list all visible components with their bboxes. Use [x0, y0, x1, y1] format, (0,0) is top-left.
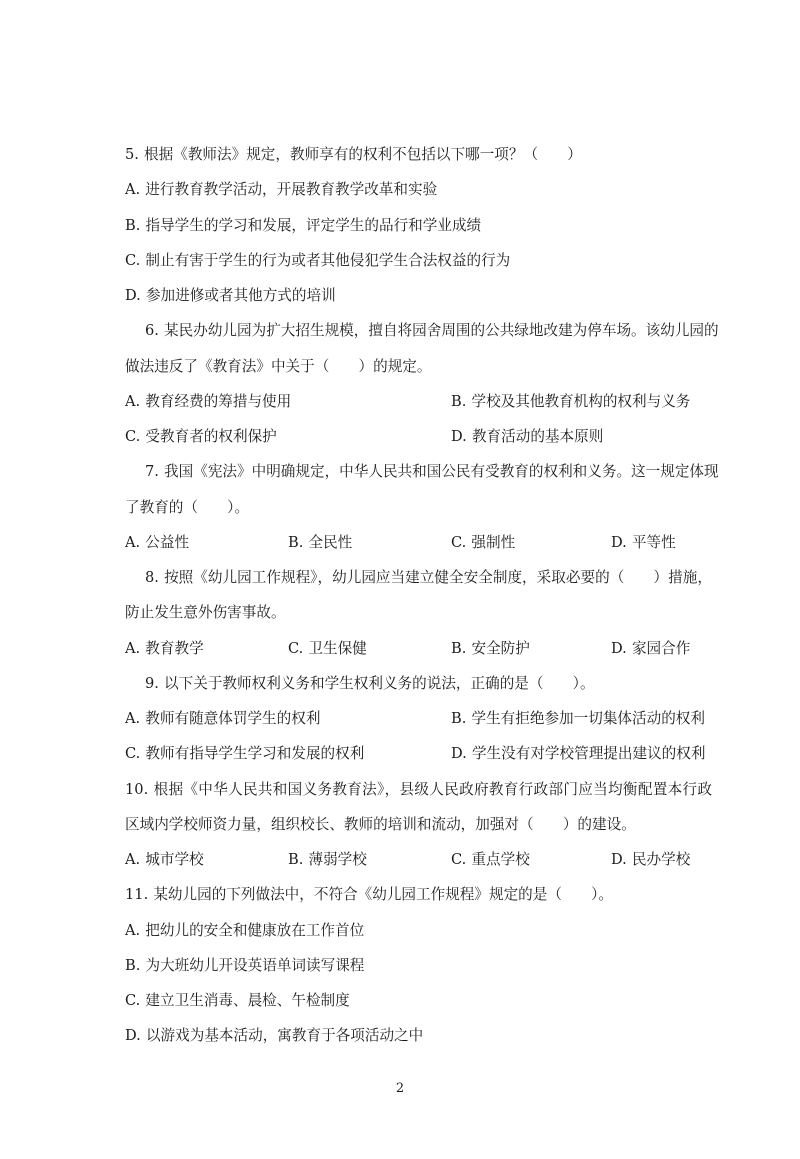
- question-stem-text: 某民办幼儿园为扩大招生规模，擅自将园舍周围的公共绿地改建为停车场。该幼儿园的: [164, 322, 719, 340]
- option-d: [611, 525, 676, 560]
- option-text: 以游戏为基本活动，寓教育于各项活动之中: [145, 1027, 424, 1045]
- question-number: 9.: [145, 674, 159, 692]
- question-5-option-row: [0, 172, 800, 207]
- option-label: C.: [125, 251, 141, 269]
- option-text: 薄弱学校: [308, 851, 367, 868]
- option-label: A.: [125, 921, 141, 939]
- option-label: C.: [125, 745, 141, 763]
- question-stem-text: 某幼儿园的下列做法中，不符合《幼儿园工作规程》规定的是（ ）。: [153, 886, 614, 904]
- question-stem-text: 根据《中华人民共和国义务教育法》，县级人民政府教育行政部门应当均衡配置本行政: [153, 780, 712, 798]
- option-a: [125, 525, 189, 560]
- option-text: 建立卫生消毒、晨检、午检制度: [145, 992, 350, 1009]
- question-number: 8.: [145, 569, 159, 586]
- question-number: 10.: [125, 780, 149, 798]
- option-label: B.: [288, 851, 304, 868]
- option-d: [451, 736, 705, 771]
- option-label: D.: [451, 745, 467, 763]
- option-label: D.: [125, 287, 141, 304]
- option-text: 教育教学: [145, 639, 204, 657]
- option-text: 教育经费的筹措与使用: [145, 392, 292, 410]
- option-text: 城市学校: [145, 851, 204, 868]
- question-stem-text: 做法违反了《教育法》中关于（ ）的规定。: [125, 357, 432, 375]
- option-label: D.: [611, 639, 627, 657]
- question-8-stem: [145, 560, 712, 595]
- question-11-option-row: [0, 1018, 800, 1053]
- option-text: 制止有害于学生的行为或者其他侵犯学生合法权益的行为: [145, 251, 511, 269]
- question-6-option-row: [0, 384, 800, 419]
- question-10-stem: [125, 772, 712, 807]
- option-a: [125, 172, 437, 207]
- question-11-option-row: [0, 983, 800, 1018]
- question-8-stem-continued: [125, 595, 800, 630]
- option-text: 强制性: [471, 533, 516, 551]
- option-label: A.: [125, 533, 141, 551]
- question-number: 11.: [125, 886, 149, 904]
- option-text: 家园合作: [631, 639, 691, 657]
- question-6-stem-continued: [125, 349, 800, 384]
- option-label: C.: [451, 533, 467, 551]
- question-11-stem: [125, 877, 800, 912]
- option-label: C.: [288, 639, 304, 657]
- option-label: A.: [125, 639, 141, 657]
- option-text: 学生没有对学校管理提出建议的权利: [471, 745, 706, 763]
- option-label: D.: [125, 1027, 141, 1045]
- option-text: 进行教育教学活动，开展教育教学改革和实验: [145, 181, 438, 199]
- option-label: B.: [451, 639, 467, 657]
- option-label: C.: [125, 428, 141, 445]
- option-c: [125, 736, 364, 771]
- question-9-stem: [145, 666, 800, 701]
- question-stem-text: 了教育的（ ）。: [125, 498, 250, 516]
- option-text: 学校及其他教育机构的权利与义务: [471, 392, 691, 410]
- option-label: A.: [125, 181, 141, 199]
- question-10-stem-continued: [125, 807, 800, 842]
- option-text: 教育活动的基本原则: [471, 428, 604, 445]
- option-text: 全民性: [308, 533, 353, 551]
- option-text: 安全防护: [471, 639, 530, 657]
- question-5-stem: [125, 137, 800, 172]
- option-text: 参加进修或者其他方式的培训: [145, 287, 336, 304]
- question-5-option-row: [0, 278, 800, 313]
- option-label: D.: [611, 533, 627, 551]
- option-a: [125, 384, 291, 419]
- question-stem-text: 以下关于教师权利义务和学生权利义务的说法，正确的是（ ）。: [164, 674, 595, 692]
- option-b: [125, 948, 364, 983]
- option-label: A.: [125, 710, 141, 727]
- option-d: [125, 278, 336, 313]
- question-number: 6.: [145, 322, 159, 340]
- option-a: [125, 842, 204, 877]
- question-6-option-row: [0, 419, 800, 454]
- question-11-option-row: [0, 948, 800, 983]
- question-7-stem: [145, 454, 719, 489]
- option-b: [451, 631, 530, 666]
- option-text: 把幼儿的安全和健康放在工作首位: [145, 921, 365, 939]
- option-a: [125, 701, 320, 736]
- question-stem-text: 防止发生意外伤害事故。: [125, 604, 286, 622]
- option-label: B.: [125, 216, 141, 234]
- question-7-stem-continued: [125, 490, 800, 525]
- option-d: [125, 1018, 423, 1053]
- question-9-option-row: [0, 701, 800, 736]
- option-b: [288, 525, 352, 560]
- question-7-option-row: [0, 525, 800, 560]
- option-label: B.: [288, 533, 304, 551]
- option-label: B.: [451, 392, 467, 410]
- option-text: 卫生保健: [308, 639, 367, 657]
- option-b: [451, 701, 705, 736]
- option-d: [611, 842, 690, 877]
- option-text: 指导学生的学习和发展，评定学生的品行和学业成绩: [145, 216, 482, 234]
- option-c: [125, 419, 277, 454]
- option-b: [451, 384, 690, 419]
- question-stem-text: 根据《教师法》规定，教师享有的权利不包括以下哪一项？（ ）: [144, 146, 582, 163]
- question-number: 7.: [145, 463, 159, 481]
- option-c: [125, 983, 350, 1018]
- option-text: 教师有指导学生学习和发展的权利: [145, 745, 365, 763]
- option-label: B.: [125, 956, 141, 974]
- option-a: [125, 631, 204, 666]
- question-stem-text: 区域内学校师资力量，组织校长、教师的培训和流动，加强对（ ）的建设。: [125, 815, 636, 833]
- question-9-option-row: [0, 736, 800, 771]
- option-label: A.: [125, 392, 141, 410]
- question-10-option-row: [0, 842, 800, 877]
- question-stem-text: 按照《幼儿园工作规程》，幼儿园应当建立健全安全制度，采取必要的（ ）措施，: [164, 569, 712, 586]
- question-8-option-row: [0, 631, 800, 666]
- option-label: B.: [451, 710, 467, 727]
- option-text: 民办学校: [631, 851, 691, 868]
- question-stem-text: 我国《宪法》中明确规定，中华人民共和国公民有受教育的权利和义务。这一规定体现: [164, 463, 719, 481]
- question-number: 5.: [125, 146, 139, 163]
- option-text: 教师有随意体罚学生的权利: [145, 710, 321, 727]
- option-text: 为大班幼儿开设英语单词读写课程: [145, 956, 365, 974]
- question-11-option-row: [0, 913, 800, 948]
- option-b: [288, 842, 367, 877]
- option-a: [125, 913, 364, 948]
- option-label: C.: [451, 851, 467, 868]
- option-d: [611, 631, 690, 666]
- option-b: [125, 208, 481, 243]
- option-text: 学生有拒绝参加一切集体活动的权利: [471, 710, 705, 727]
- option-text: 重点学校: [471, 851, 530, 868]
- option-c: [288, 631, 367, 666]
- option-text: 公益性: [145, 533, 190, 551]
- option-label: D.: [451, 428, 467, 445]
- option-d: [451, 419, 603, 454]
- page-number: 2: [395, 1081, 405, 1096]
- option-label: A.: [125, 851, 141, 868]
- question-5-option-row: [0, 208, 800, 243]
- option-c: [125, 243, 510, 278]
- option-text: 平等性: [631, 533, 676, 551]
- option-label: C.: [125, 992, 141, 1009]
- question-6-stem: [145, 313, 719, 348]
- question-5-option-row: [0, 243, 800, 278]
- option-text: 受教育者的权利保护: [145, 428, 277, 445]
- question-list: [0, 137, 800, 1054]
- option-label: D.: [611, 851, 627, 868]
- option-c: [451, 842, 530, 877]
- option-c: [451, 525, 515, 560]
